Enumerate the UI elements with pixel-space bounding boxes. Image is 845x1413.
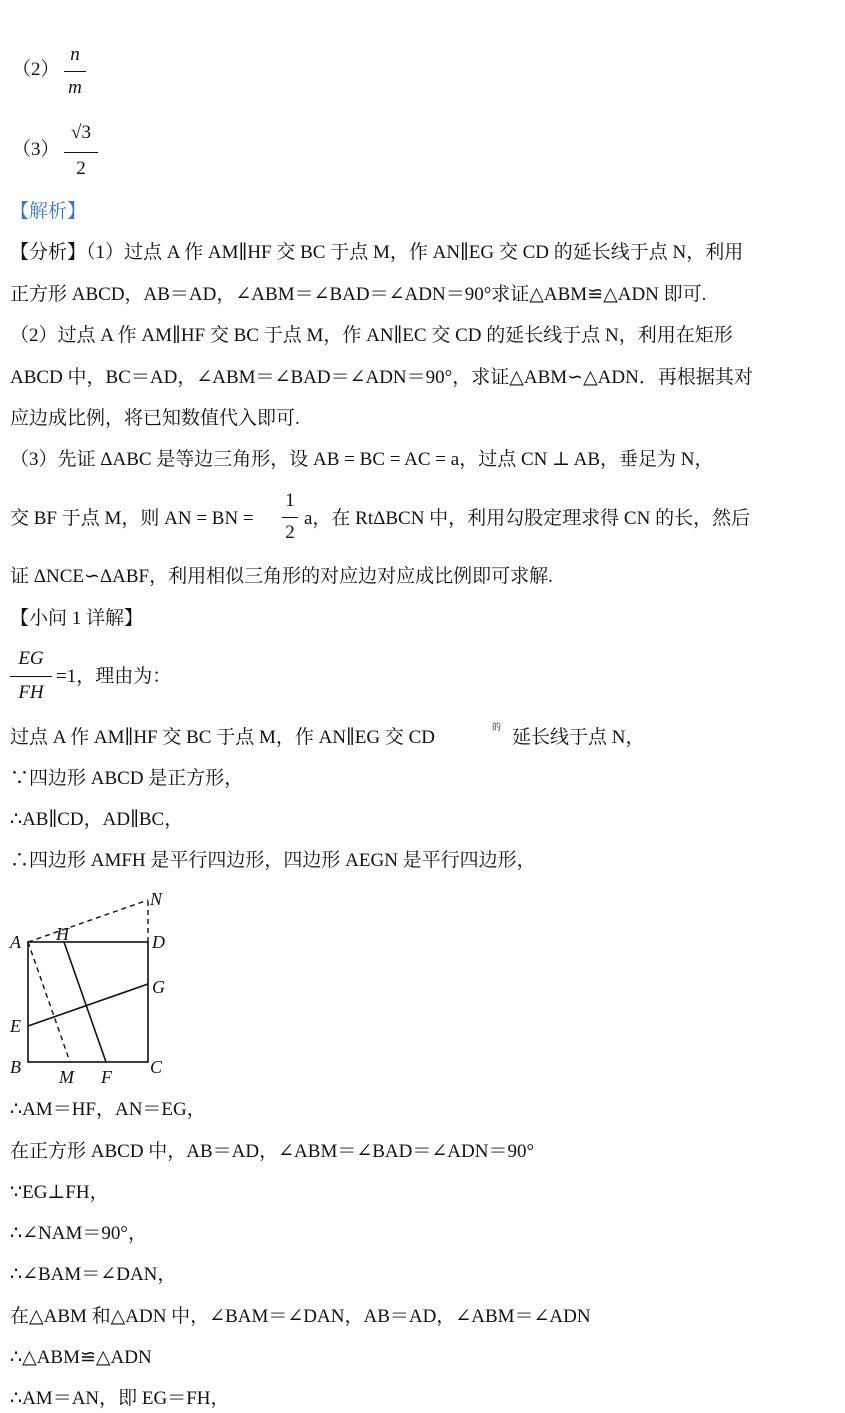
line-HF xyxy=(64,942,106,1062)
label-C: C xyxy=(150,1057,163,1077)
sub1-line-3: ∴AB∥CD，AD∥BC， xyxy=(10,809,184,830)
answer-3-denominator: 2 xyxy=(76,158,86,179)
sub1-ratio-bar xyxy=(10,676,52,677)
sub1-line-11: ∴△ABM≌△ADN xyxy=(10,1347,152,1368)
sub1-line-10: 在△ABM 和△ADN 中，∠BAM＝∠DAN，AB＝AD，∠ABM＝∠ADN xyxy=(10,1306,591,1327)
sub1-ratio-numerator: EG xyxy=(18,648,44,669)
answer-2-fraction-bar xyxy=(64,71,86,72)
analysis-line-2: 正方形 ABCD，AB＝AD，∠ABM＝∠BAD＝∠ADN＝90°求证△ABM≌△ADN 即可. xyxy=(10,284,707,305)
analysis-line-8: 证 ΔNCE∽ΔABF，利用相似三角形的对应边对应成比例即可求解. xyxy=(10,566,553,587)
label-N: N xyxy=(150,889,163,909)
answer-3-numerator: √3 xyxy=(71,122,91,143)
label-G: G xyxy=(152,977,165,997)
analysis-half-denominator: 2 xyxy=(285,522,295,543)
sub1-line-12: ∴AM＝AN，即 EG＝FH， xyxy=(10,1388,230,1409)
label-A: A xyxy=(10,932,21,952)
label-E: E xyxy=(10,1016,21,1036)
line-AN xyxy=(28,900,148,942)
answer-3-fraction-bar xyxy=(64,152,98,153)
label-M: M xyxy=(59,1067,74,1087)
label-B: B xyxy=(10,1057,21,1077)
analysis-line-4: ABCD 中，BC＝AD，∠ABM＝∠BAD＝∠ADN＝90°，求证△ABM∽△ADN．再根据其对 xyxy=(10,367,753,388)
answer-2-label: （2） xyxy=(12,59,60,80)
label-F: F xyxy=(101,1067,112,1087)
analysis-line-5: 应边成比例，将已知数值代入即可. xyxy=(10,408,300,429)
sub1-line-7: ∵EG⊥FH， xyxy=(10,1182,109,1203)
sub1-line-5: ∴AM＝HF，AN＝EG， xyxy=(10,1099,206,1120)
analysis-line-3: （2）过点 A 作 AM∥HF 交 BC 于点 M，作 AN∥EC 交 CD 的延长线于点 N，利用在矩形 xyxy=(10,325,733,346)
sub1-line-2: ∵四边形 ABCD 是正方形， xyxy=(10,768,244,789)
sub1-ratio-text: =1，理由为： xyxy=(56,666,172,687)
analysis-line-7b: a，在 RtΔBCN 中，利用勾股定理求得 CN 的长，然后 xyxy=(304,508,751,529)
line-EG xyxy=(28,984,148,1026)
answer-2-denominator: m xyxy=(68,77,82,98)
label-H: H xyxy=(56,924,69,944)
sub1-line-9: ∴∠BAM＝∠DAN， xyxy=(10,1264,177,1285)
square-ABCD xyxy=(28,942,148,1062)
analysis-half-numerator: 1 xyxy=(285,490,295,511)
analysis-line-1: 【分析】（1）过点 A 作 AM∥HF 交 BC 于点 M，作 AN∥EG 交 CD 的延长线于点 N，利用 xyxy=(10,242,744,263)
sub1-ratio-denominator: FH xyxy=(18,682,44,703)
answer-3-label: （3） xyxy=(12,139,60,160)
analysis-line-7a: 交 BF 于点 M，则 AN = BN = xyxy=(10,508,254,529)
sub1-line-1b: 延长线于点 N， xyxy=(512,727,645,748)
analysis-line-6: （3）先证 ΔABC 是等边三角形，设 AB = BC = AC = a，过点 CN ⊥ AB，垂足为 N， xyxy=(10,449,714,470)
square-geometry-figure xyxy=(0,880,200,1090)
answer-2-numerator: n xyxy=(70,44,80,65)
label-D: D xyxy=(152,932,165,952)
analysis-half-bar xyxy=(282,517,298,518)
sub1-line-6: 在正方形 ABCD 中，AB＝AD，∠ABM＝∠BAD＝∠ADN＝90° xyxy=(10,1141,535,1162)
sub1-line-1: 过点 A 作 AM∥HF 交 BC 于点 M，作 AN∥EG 交 CD xyxy=(10,727,436,748)
analysis-heading: 【解析】 xyxy=(10,201,87,222)
line-AM xyxy=(28,942,70,1062)
sub1-line-1-small: 的 xyxy=(492,722,502,732)
sub1-line-8: ∴∠NAM＝90°， xyxy=(10,1223,147,1244)
sub1-line-4: ∴四边形 AMFH 是平行四边形，四边形 AEGN 是平行四边形， xyxy=(10,850,536,871)
sub1-heading: 【小问 1 详解】 xyxy=(10,608,144,629)
